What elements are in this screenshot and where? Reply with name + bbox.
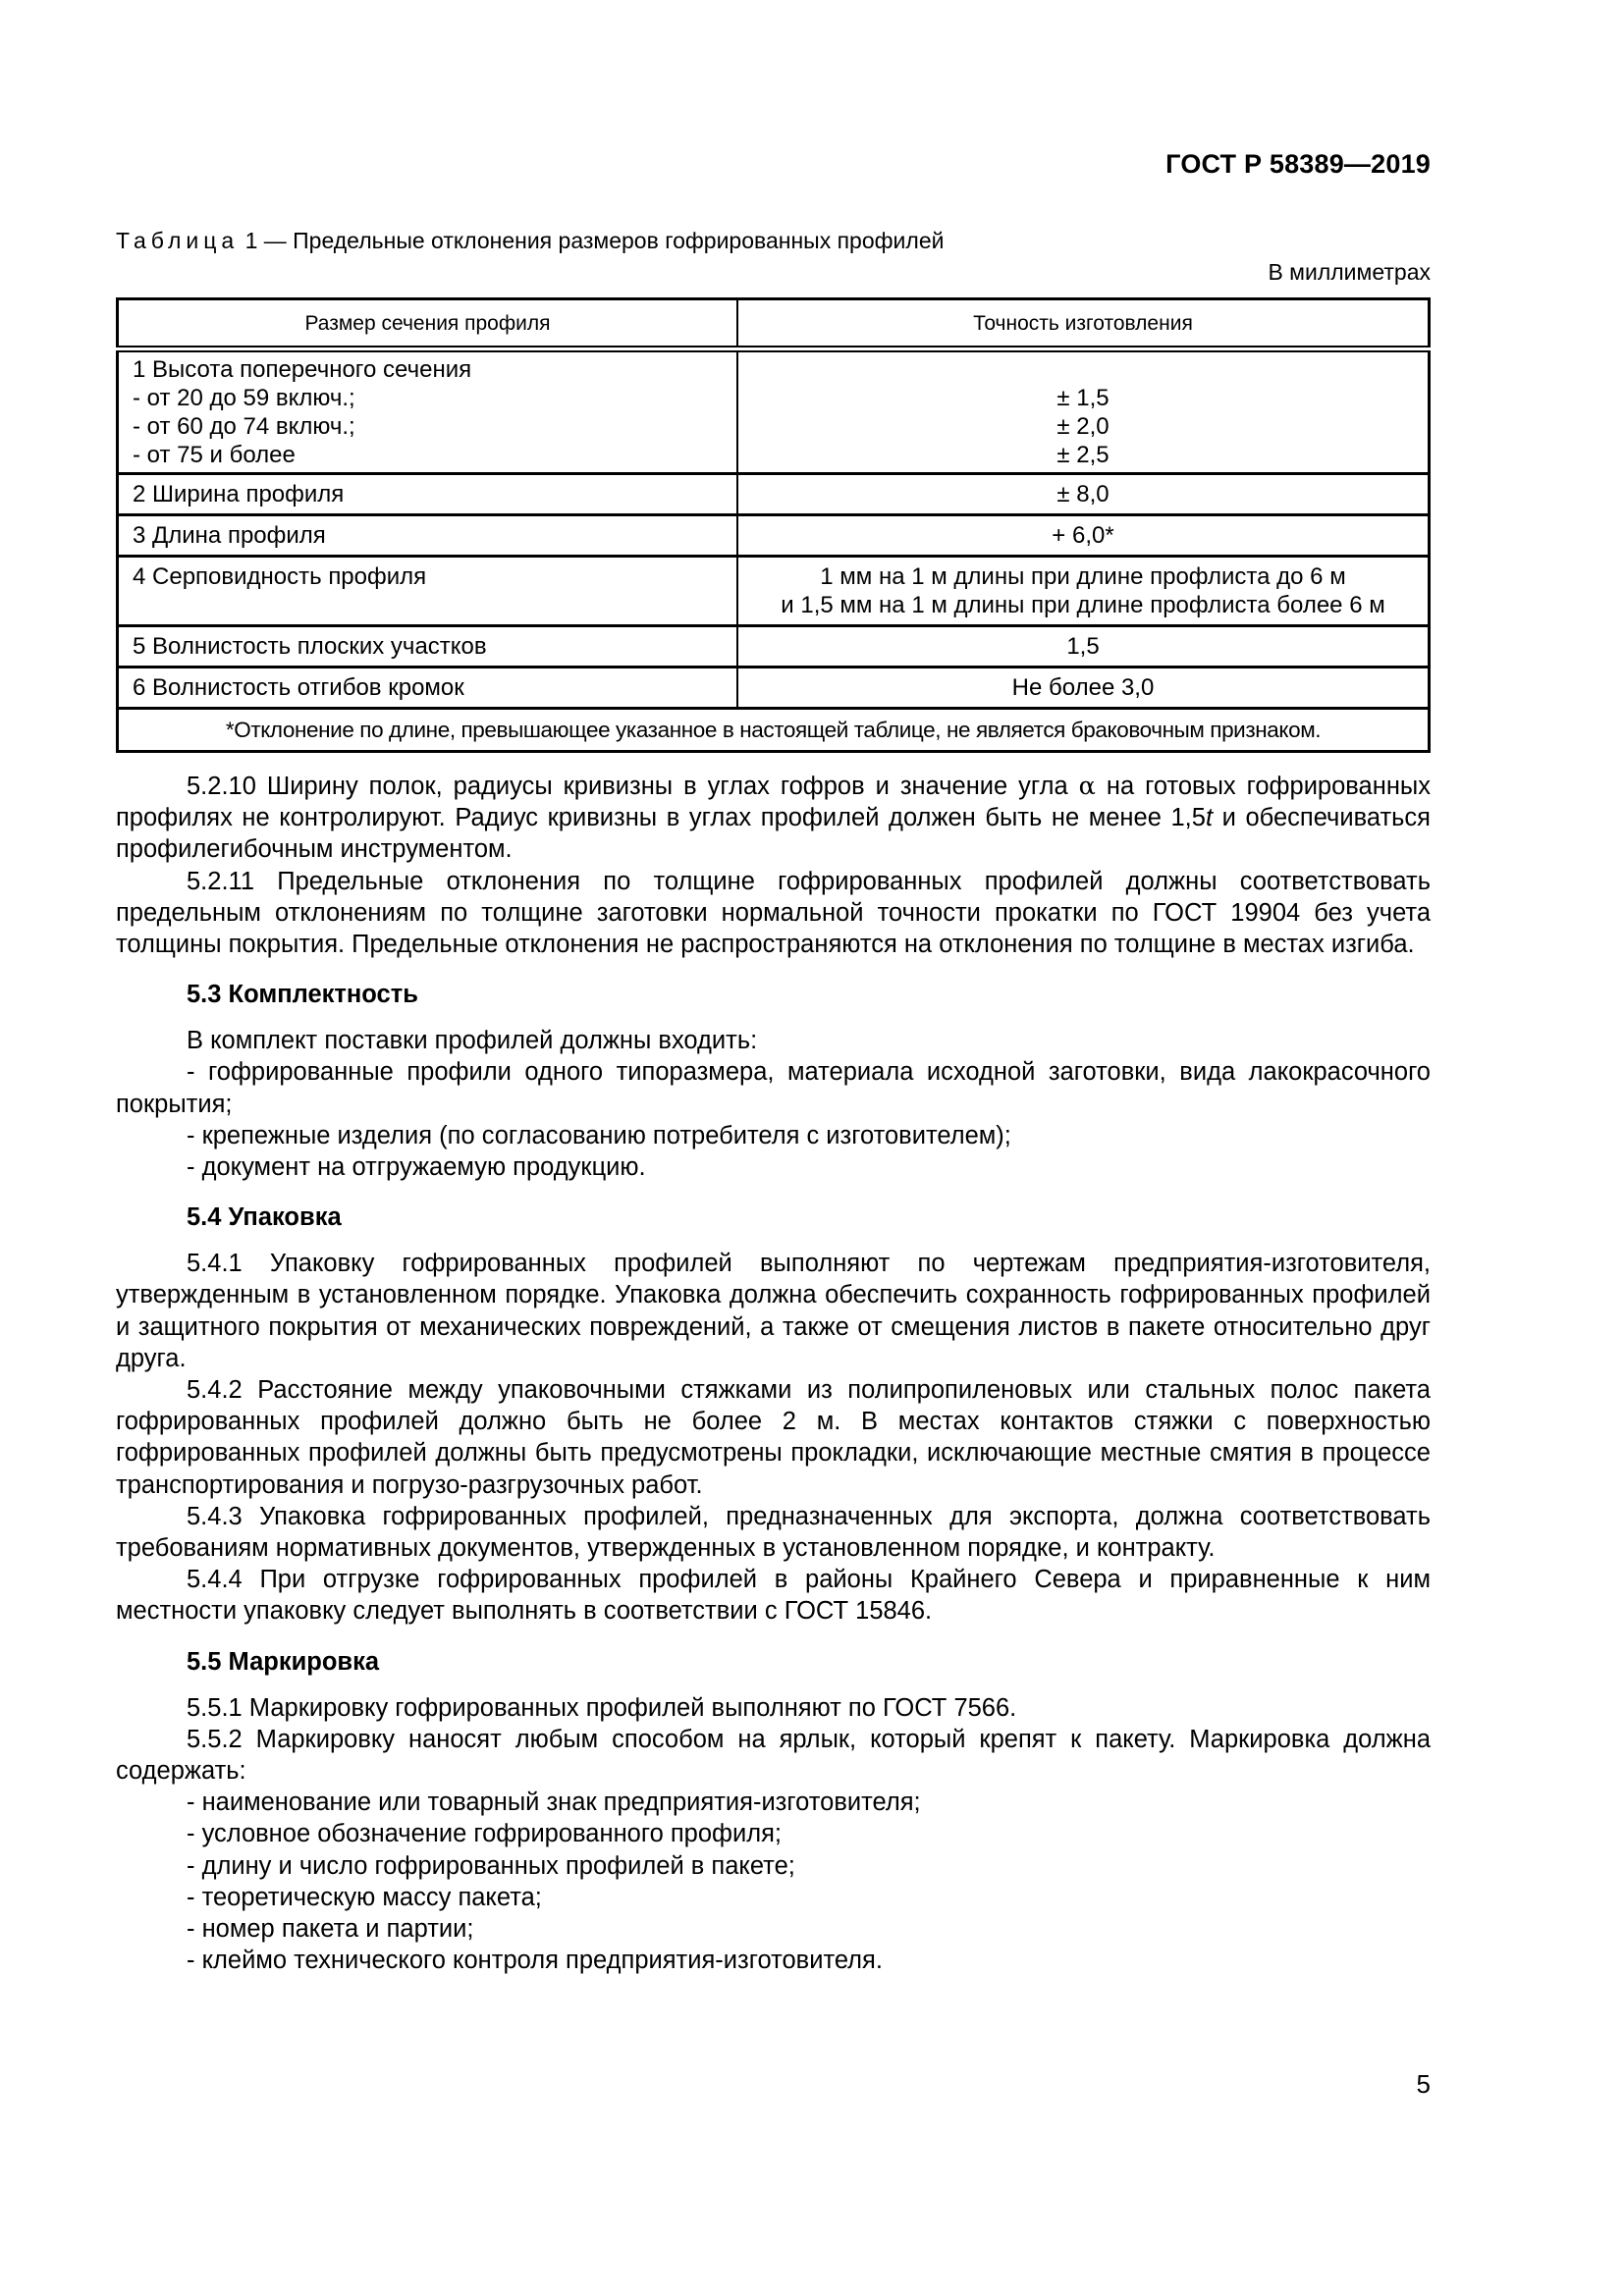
table-row xyxy=(118,515,1430,557)
section-heading-5-5: 5.5 Маркировка xyxy=(187,1647,380,1676)
body-text xyxy=(116,771,1431,1977)
page-number: 5 xyxy=(1416,2069,1431,2099)
list-item: - длину и число гофрированных профилей в пакете; xyxy=(187,1851,795,1880)
table-caption xyxy=(116,228,944,254)
cell-line: и 1,5 мм на 1 м длины при длине профлиста более 6 м xyxy=(781,592,1385,618)
table-row xyxy=(118,667,1430,709)
table-caption-number: 1 xyxy=(244,228,258,253)
paragraph-5-3-intro: В комплект поставки профилей должны входить: xyxy=(187,1027,758,1055)
table-header-row xyxy=(118,299,1430,349)
cell-accuracy: 1,5 xyxy=(737,626,1430,667)
cell-accuracy: ± 8,0 xyxy=(737,474,1430,515)
table-footnote: *Отклонение по длине, превышающее указанное в настоящей таблице, не является браковочным признаком. xyxy=(118,709,1430,752)
cell-accuracy xyxy=(737,557,1430,626)
table-row xyxy=(118,474,1430,515)
document-id: ГОСТ Р 58389—2019 xyxy=(1165,149,1431,179)
list-item: - теоретическую массу пакета; xyxy=(187,1883,542,1911)
list-item: - условное обозначение гофрированного профиля; xyxy=(187,1820,783,1848)
paragraph-5-2-11: 5.2.11 Предельные отклонения по толщине гофрированных профилей должны соответствовать предельным отклонениям по толщине заготовки нормальной точности прокатки по ГОСТ 19904 без учета толщины покрытия. Предельные отклонения не распространяются на отклонения по толщине в местах изгиба. xyxy=(116,867,1431,959)
cell-size: 6 Волнистость отгибов кромок xyxy=(118,667,738,709)
column-header-accuracy: Точность изготовления xyxy=(737,299,1430,349)
text-run: и обеспечиваться профилегибочным инструментом. xyxy=(116,804,1431,864)
paragraph-5-4-4: 5.4.4 При отгрузке гофрированных профилей в районы Крайнего Севера и приравненные к ним местности упаковку следует выполнять в соответствии с ГОСТ 15846. xyxy=(116,1566,1431,1626)
list-item: - клеймо технического контроля предприятия-изготовителя. xyxy=(187,1947,883,1975)
paragraph-5-4-1: 5.4.1 Упаковку гофрированных профилей выполняют по чертежам предприятия-изготовителя, утвержденным в установленном порядке. Упаковка должна обеспечить сохранность гофрированных профилей и защитного покрытия от механических повреждений, а также от смещения листов в пакете относительно друг друга. xyxy=(116,1250,1431,1372)
cell-size: 2 Ширина профиля xyxy=(118,474,738,515)
list-item: - гофрированные профили одного типоразмера, материала исходной заготовки, вида лакокрасочного покрытия; xyxy=(116,1058,1431,1118)
table-caption-label: Таблица xyxy=(116,228,240,253)
section-heading-5-3: 5.3 Комплектность xyxy=(187,981,418,1009)
tolerances-table xyxy=(116,297,1431,753)
paragraph-5-5-1: 5.5.1 Маркировку гофрированных профилей выполняют по ГОСТ 7566. xyxy=(187,1693,1017,1722)
thickness-symbol: t xyxy=(1205,804,1214,832)
cell-line: - от 20 до 59 включ.; xyxy=(133,385,355,411)
table-row xyxy=(118,557,1430,626)
paragraph-5-4-2: 5.4.2 Расстояние между упаковочными стяжками из полипропиленовых или стальных полос пакета гофрированных профилей должно быть не более 2 м. В местах контактов стяжки с поверхностью гофрированных профилей должны быть предусмотрены прокладки, исключающие местные смятия в процессе транспортирования и погрузо-разгрузочных работ. xyxy=(116,1376,1431,1499)
table-row xyxy=(118,626,1430,667)
paragraph-5-4-3: 5.4.3 Упаковка гофрированных профилей, предназначенных для экспорта, должна соответствовать требованиям нормативных документов, утвержденных в установленном порядке, и контракту. xyxy=(116,1502,1431,1563)
list-item: - номер пакета и партии; xyxy=(187,1915,474,1944)
cell-line: ± 2,5 xyxy=(1056,442,1110,468)
table-caption-text: — Предельные отклонения размеров гофрированных профилей xyxy=(257,228,945,253)
cell-accuracy: + 6,0* xyxy=(737,515,1430,557)
cell-line xyxy=(752,355,1414,384)
column-header-size: Размер сечения профиля xyxy=(118,299,738,349)
section-heading-5-4: 5.4 Упаковка xyxy=(187,1203,342,1232)
cell-line: ± 1,5 xyxy=(1056,385,1110,411)
list-item: - крепежные изделия (по согласованию потребителя с изготовителем); xyxy=(187,1121,1011,1149)
cell-line: - от 75 и более xyxy=(133,442,296,468)
cell-size: 3 Длина профиля xyxy=(118,515,738,557)
table-row xyxy=(118,349,1430,474)
text-run: на готовых гофрированных профилях не контролируют. Радиус кривизны в углах профилей должен быть не менее 1,5 xyxy=(116,773,1431,832)
list-item: - наименование или товарный знак предприятия-изготовителя; xyxy=(187,1789,921,1817)
text-run: 5.2.10 Ширину полок, радиусы кривизны в углах гофров и значение угла xyxy=(187,773,1079,800)
table-footnote-row xyxy=(118,709,1430,752)
cell-line: 1 Высота поперечного сечения xyxy=(133,356,472,383)
cell-line: 1 мм на 1 м длины при длине профлиста до 6 м xyxy=(820,563,1346,590)
cell-size: 4 Серповидность профиля xyxy=(118,557,738,626)
paragraph-5-5-2: 5.5.2 Маркировку наносят любым способом на ярлык, который крепят к пакету. Маркировка должна содержать: xyxy=(116,1725,1431,1786)
cell-accuracy: Не более 3,0 xyxy=(737,667,1430,709)
cell-line: - от 60 до 74 включ.; xyxy=(133,413,355,440)
cell-line: ± 2,0 xyxy=(1056,413,1110,440)
cell-accuracy xyxy=(737,349,1430,474)
cell-size: 5 Волнистость плоских участков xyxy=(118,626,738,667)
list-item: - документ на отгружаемую продукцию. xyxy=(187,1153,646,1182)
table-units: В миллиметрах xyxy=(1268,259,1431,285)
paragraph-5-2-10 xyxy=(116,771,1431,866)
alpha-symbol: α xyxy=(1078,772,1096,801)
cell-size xyxy=(118,349,738,474)
